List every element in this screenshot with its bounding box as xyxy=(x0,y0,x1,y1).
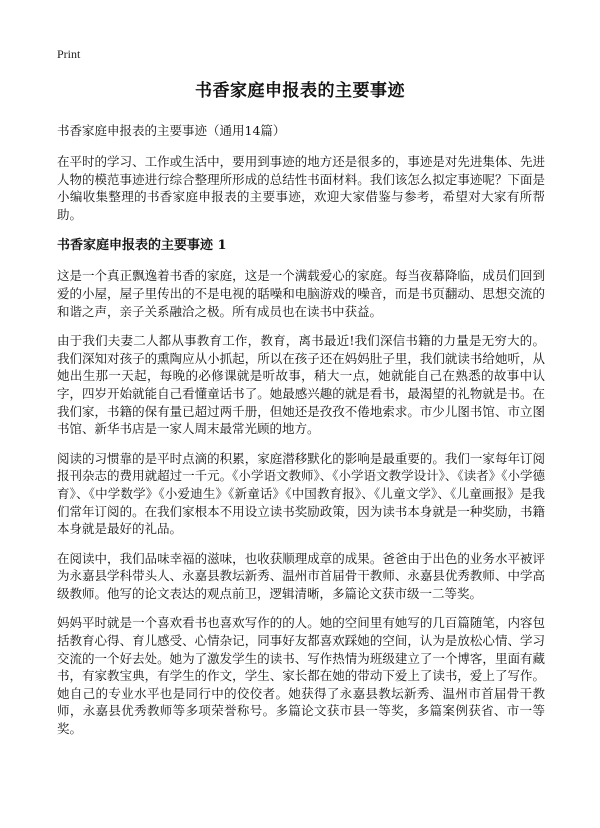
section-heading: 书香家庭申报表的主要事迹 1 xyxy=(57,238,227,254)
intro-paragraph: 在平时的学习、工作或生活中，要用到事迹的地方还是很多的，事迹是对先进集体、先进人物的模范事迹进行综合整理所形成的总结性书面材料。我们该怎么拟定事迹呢？下面是小编收集整理的书香家庭申报表的主要事迹，欢迎大家借鉴与参考，希望对大家有所帮助。 xyxy=(57,154,545,222)
document-subtitle: 书香家庭申报表的主要事迹（通用14篇） xyxy=(57,123,286,138)
document-body xyxy=(57,153,545,750)
body-paragraph-1: 这是一个真正飘逸着书香的家庭，这是一个满载爱心的家庭。每当夜幕降临，成员们回到爱的小屋，屋子里传出的不是电视的聒噪和电脑游戏的噪音，而是书页翻动、思想交流的和谐之声，亲子关系融洽之极。所有成员也在读书中获益。 xyxy=(57,268,545,319)
document-title: 书香家庭申报表的主要事迹 xyxy=(195,81,405,101)
body-paragraph-5: 妈妈平时就是一个喜欢看书也喜欢写作的的人。她的空间里有她写的几百篇随笔，内容包括教育心得、育儿感受、心情杂记，同事好友都喜欢踩她的空间，认为是放松心情、学习交流的一个好去处。她为了激发学生的读书、写作热情为班级建立了一个博客，里面有藏书，有家教宝典，有学生的作文，学生、家长都在她的带动下爱上了读书，爱上了写作。她自己的专业水平也是同行中的佼佼者。她获得了永嘉县教坛新秀、温州市首届骨干教师，永嘉县优秀教师等多项荣誉称号。多篇论文获市县一等奖，多篇案例获省、市一等奖。 xyxy=(57,615,545,737)
body-paragraph-2: 由于我们夫妻二人都从事教育工作，教育，离书最近!我们深信书籍的力量是无穷大的。我们深知对孩子的熏陶应从小抓起，所以在孩子还在妈妈肚子里，我们就读书给她听，从她出生那一天起，每晚的必修课就是听故事，稍大一点，她就能自己在熟悉的故事中认字，四岁开始就能自己看懂童话书了。她最感兴趣的就是看书，最渴望的礼物就是书。在我们家，书籍的保有量已超过两千册，但她还是孜孜不倦地索求。市少儿图书馆、市立图书馆、新华书店是一家人周末最常光顾的地方。 xyxy=(57,333,545,437)
print-label: Print xyxy=(57,47,81,61)
body-paragraph-3: 阅读的习惯靠的是平时点滴的积累，家庭潜移默化的影响是最重要的。我们一家每年订阅报刊杂志的费用就超过一千元。《小学语文教师》、《小学语文教学设计》、《读者》《小学德育》、《中学数学》《小爱迪生》《新童话》《中国教育报》、《儿童文学》、《儿童画报》是我们常年订阅的。在我们家根本不用设立读书奖励政策，因为读书本身就是一种奖励，书籍本身就是最好的礼品。 xyxy=(57,450,545,537)
body-paragraph-4: 在阅读中，我们品味幸福的滋味，也收获顺理成章的成果。爸爸由于出色的业务水平被评为永嘉县学科带头人、永嘉县教坛新秀、温州市首届骨干教师、永嘉县优秀教师、中学高级教师。他写的论文表达的观点前卫，逻辑清晰，多篇论文获市级一二等奖。 xyxy=(57,550,545,601)
